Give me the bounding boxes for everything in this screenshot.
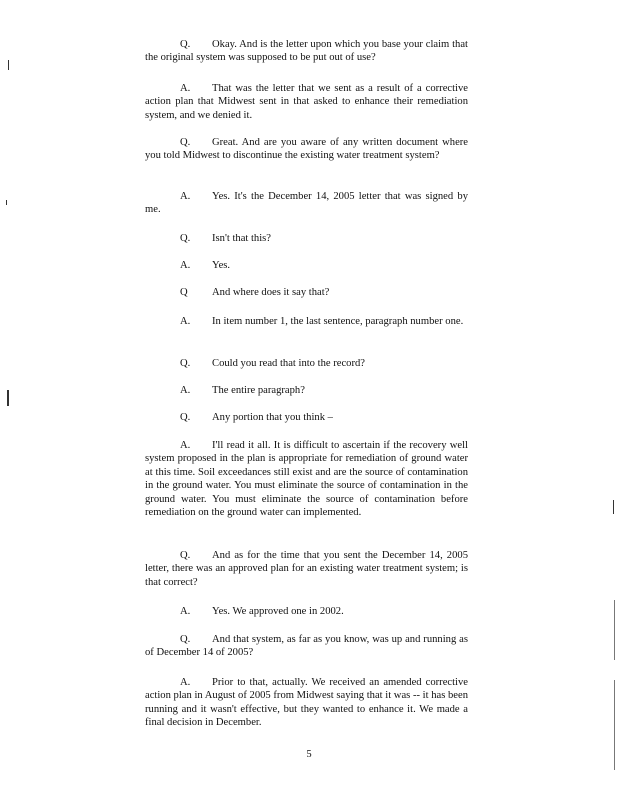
scan-artifact	[6, 200, 7, 205]
entry-text: And as for the time that you sent the December 14, 2005 letter, there was an approved plan for an existing water treatment system; is that correct?	[145, 550, 468, 588]
speaker-label: Q.	[180, 550, 191, 561]
entry-text: And where does it say that?	[212, 287, 330, 298]
scan-artifact	[7, 390, 9, 406]
speaker-label: A.	[180, 385, 191, 396]
transcript-entry	[145, 136, 468, 163]
entry-text: That was the letter that we sent as a result of a corrective action plan that Midwest sent in that asked to enhance their remediation system, and we denied it.	[145, 83, 468, 121]
speaker-label: Q.	[180, 634, 191, 645]
entry-text: Great. And are you aware of any written document where you told Midwest to discontinue the existing water treatment system?	[145, 137, 468, 162]
entry-text: Yes.	[212, 260, 231, 271]
entry-text: In item number 1, the last sentence, paragraph number one.	[212, 316, 464, 327]
transcript-entry	[145, 633, 468, 660]
speaker-label: Q.	[180, 233, 191, 244]
speaker-label: A.	[180, 677, 191, 688]
speaker-label: Q	[180, 287, 188, 298]
entry-text: Any portion that you think –	[212, 412, 333, 423]
scan-artifact	[613, 500, 614, 514]
scan-artifact	[8, 60, 9, 70]
speaker-label: Q.	[180, 412, 191, 423]
entry-text: Prior to that, actually. We received an amended corrective action plan in August of 2005 from Midwest saying that it was -- it has been running and it wasn't effective, but they wanted to enhance it. We made a final decision in December.	[145, 677, 468, 729]
entry-text: Isn't that this?	[212, 233, 271, 244]
speaker-label: Q.	[180, 137, 191, 148]
entry-text: The entire paragraph?	[212, 385, 305, 396]
speaker-label: Q.	[180, 358, 191, 369]
entry-text: Okay. And is the letter upon which you base your claim that the original system was supposed to be put out of use?	[145, 39, 468, 64]
speaker-label: A.	[180, 316, 191, 327]
transcript-entry	[145, 286, 468, 299]
scan-artifact	[614, 680, 615, 770]
transcript-entry	[145, 411, 468, 424]
speaker-label: A.	[180, 83, 191, 94]
transcript-entry	[145, 82, 468, 122]
entry-text: Yes. It's the December 14, 2005 letter that was signed by me.	[145, 191, 468, 216]
transcript-entry	[145, 549, 468, 589]
speaker-label: A.	[180, 191, 191, 202]
speaker-label: Q.	[180, 39, 191, 50]
page-number: 5	[306, 749, 312, 760]
entry-text: Yes. We approved one in 2002.	[212, 606, 344, 617]
speaker-label: A.	[180, 440, 191, 451]
transcript-entry	[145, 439, 468, 519]
transcript-entry	[145, 605, 468, 618]
transcript-entry	[145, 259, 468, 272]
transcript-entry	[145, 384, 468, 397]
entry-text: Could you read that into the record?	[212, 358, 365, 369]
transcript-entry	[145, 38, 468, 65]
entry-text: I'll read it all. It is difficult to ascertain if the recovery well system proposed in the plan is appropriate for remediation of ground water at this time. Soil exceedances still exist and are the source of contamination in the ground water. You must eliminate the source of contamination in the ground water. You must eliminate the source of contamination before remediation on the ground water can implemented.	[145, 440, 468, 519]
transcript-entry	[145, 190, 468, 217]
speaker-label: A.	[180, 606, 191, 617]
entry-text: And that system, as far as you know, was up and running as of December 14 of 2005?	[145, 634, 468, 659]
transcript-entry	[145, 232, 468, 245]
transcript-entry	[145, 357, 468, 370]
scan-artifact	[614, 600, 615, 660]
speaker-label: A.	[180, 260, 191, 271]
transcript-entry	[145, 676, 468, 730]
transcript-entry	[145, 315, 468, 328]
